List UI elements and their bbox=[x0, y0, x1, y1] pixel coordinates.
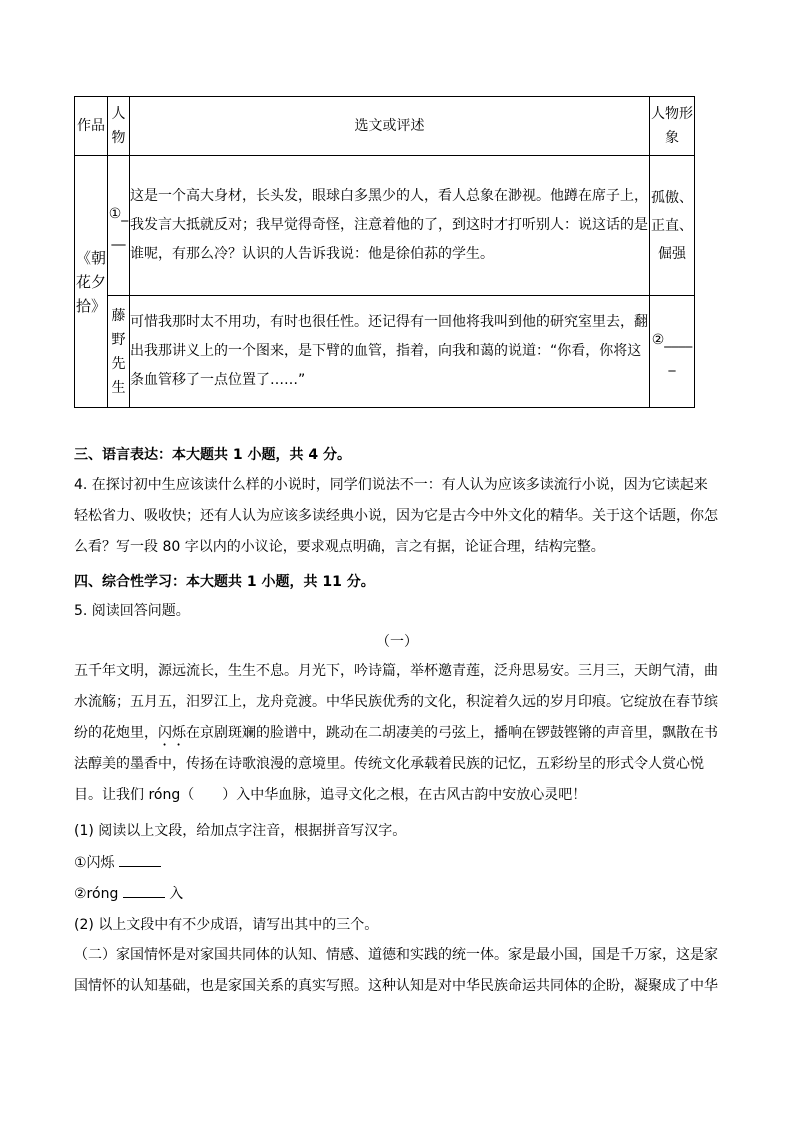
passage-two: （二）家国情怀是对家国共同体的认知、情感、道德和实践的统一体。家是最小国，国是千万家，这是家国情怀的认知基础，也是家国关系的真实写照。这种认知是对中华民族命运共同体的企盼，凝聚成了中华 bbox=[74, 947, 718, 994]
item-1-label: ①闪烁 bbox=[74, 855, 115, 871]
question-5-intro: 5. 阅读回答问题。 bbox=[74, 603, 190, 619]
person-cell: 藤野先生 bbox=[108, 296, 130, 408]
answer-blank[interactable] bbox=[119, 852, 161, 867]
table-header-row bbox=[75, 97, 695, 156]
person-cell: ①___ bbox=[108, 156, 130, 296]
passage-one bbox=[74, 656, 720, 811]
item-2 bbox=[74, 883, 720, 903]
answer-blank[interactable] bbox=[123, 883, 165, 898]
header-person: 人物 bbox=[108, 97, 130, 156]
header-image: 人物形象 bbox=[650, 97, 695, 156]
passage-cell: 可惜我那时太不用功，有时也很任性。还记得有一回他将我叫到他的研究室里去，翻出我那讲义上的一个图来，是下臂的血管，指着，向我和蔼的说道：“你看，你将这条血管移了一点位置了……” bbox=[130, 296, 650, 408]
item-1 bbox=[74, 852, 720, 872]
item-2-label: ②róng bbox=[74, 886, 119, 902]
header-passage: 选文或评述 bbox=[130, 97, 650, 156]
section4-heading: 四、综合性学习：本大题共 1 小题，共 11 分。 bbox=[74, 574, 375, 590]
passage-text: 五千年文明，源远流长，生生不息。月光下，吟诗篇，举杯邀青莲，泛舟思易安。三月三，天朗气清，曲水流觞；五月五，汨罗江上，龙舟竞渡。中华民族优秀的文化，积淀着久远的岁月印痕。它绽放在春节缤纷的花炮里， bbox=[74, 663, 718, 741]
sub-question-1: (1) 阅读以上文段，给加点字注音，根据拼音写汉字。 bbox=[74, 823, 407, 839]
table-row bbox=[75, 296, 695, 408]
image-cell: ②_____ bbox=[650, 296, 695, 408]
table-row bbox=[75, 156, 695, 296]
passage-cell: 这是一个高大身材，长头发，眼球白多黑少的人，看人总象在渺视。他蹲在席子上，我发言大抵就反对；我早觉得奇怪，注意着他的了，到这时才打听别人：说这话的是谁呢，有那么冷？认识的人告诉我说：他是徐伯荪的学生。 bbox=[130, 156, 650, 296]
sub-question-2: (2) 以上文段中有不少成语，请写出其中的三个。 bbox=[74, 917, 379, 933]
header-work: 作品 bbox=[75, 97, 108, 156]
question-4: 4. 在探讨初中生应该读什么样的小说时，同学们说法不一：有人认为应该多读流行小说，因为它读起来轻松省力、吸收快；还有人认为应该多读经典小说，因为它是古今中外文化的精华。关于这个话题，你怎么看？写一段 80 字以内的小议论，要求观点明确，言之有据，论证合理，结构完整。 bbox=[74, 477, 718, 555]
work-title: 《朝花夕拾》 bbox=[75, 156, 108, 408]
item-2-suffix: 入 bbox=[169, 886, 184, 902]
passage-text: 在京剧斑斓的脸谱中，跳动在二胡凄美的弓弦上，播响在锣鼓铿锵的声音里，飘散在书法醇美的墨香中，传扬在诗歌浪漫的意境里。传统文化承载着民族的记忆，五彩纷呈的形式令人赏心悦目。让我们 róng（ ）入中华血脉，追寻文化之根，在古风古韵中安放心灵吧！ bbox=[74, 725, 718, 803]
section3-heading: 三、语言表达：本大题共 1 小题，共 4 分。 bbox=[74, 447, 351, 463]
image-cell: 孤傲、正直、倔强 bbox=[650, 156, 695, 296]
dotted-word: 闪烁 bbox=[158, 725, 186, 741]
part1-title: （一） bbox=[376, 634, 418, 650]
literature-table bbox=[74, 96, 695, 408]
